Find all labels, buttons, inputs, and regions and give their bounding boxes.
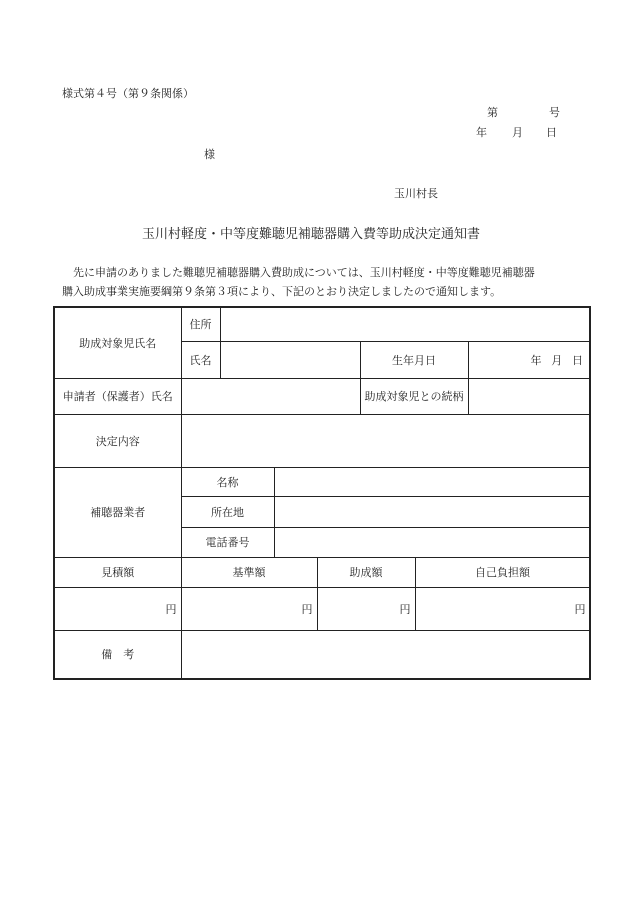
relationship-label: 助成対象児との続柄 [360,378,468,414]
address-label: 住所 [181,307,220,341]
relationship-value[interactable] [468,378,590,414]
name-label: 氏名 [181,341,220,378]
self-pay-yen: 円 [574,602,586,616]
standard-amount-label: 基準額 [181,557,317,587]
birth-month-label: 月 [551,353,563,367]
vendor-location-label: 所在地 [181,496,274,527]
body-line-1: 先に申請のありました難聴児補聴器購入費助成については、玉川村軽度・中等度難聴児補聴器 [73,266,535,279]
subsidy-amount-value[interactable] [317,587,415,630]
estimate-value[interactable] [54,587,181,630]
address-value[interactable] [220,307,590,341]
standard-amount-value[interactable] [181,587,317,630]
vendor-phone-label: 電話番号 [181,527,274,557]
vendor-location-value[interactable] [274,496,590,527]
issuer: 玉川村長 [394,187,438,200]
birth-year-label: 年 [530,353,542,367]
self-pay-label: 自己負担額 [415,557,590,587]
birth-date-label: 生年月日 [360,341,468,378]
subsidy-amount-yen: 円 [399,602,411,616]
applicant-name-value[interactable] [181,378,360,414]
doc-no-suffix: 号 [549,106,560,119]
decision-label: 決定内容 [54,414,181,467]
doc-no-prefix: 第 [487,106,498,119]
decision-form-table [53,306,591,680]
name-value[interactable] [220,341,360,378]
remarks-label: 備 考 [54,630,181,679]
subsidy-amount-label: 助成額 [317,557,415,587]
date-day-label: 日 [546,126,557,139]
vendor-name-label: 名称 [181,467,274,496]
vendor-name-value[interactable] [274,467,590,496]
estimate-yen: 円 [165,602,177,616]
addressee-suffix: 様 [204,148,215,161]
date-month-label: 月 [512,126,523,139]
birth-date-value[interactable] [468,341,590,378]
birth-day-label: 日 [572,353,584,367]
vendor-label: 補聴器業者 [54,467,181,557]
self-pay-value[interactable] [415,587,590,630]
estimate-label: 見積額 [54,557,181,587]
form-number: 様式第４号（第９条関係） [62,87,194,100]
standard-amount-yen: 円 [301,602,313,616]
date-year-label: 年 [476,126,487,139]
document-title: 玉川村軽度・中等度難聴児補聴器購入費等助成決定通知書 [142,227,481,242]
body-line-2: 購入助成事業実施要綱第９条第３項により、下記のとおり決定しましたので通知します。 [62,285,502,298]
subject-child-name-label: 助成対象児氏名 [54,307,181,378]
decision-value[interactable] [181,414,590,467]
applicant-name-label: 申請者（保護者）氏名 [54,378,181,414]
vendor-phone-value[interactable] [274,527,590,557]
remarks-value[interactable] [181,630,590,679]
